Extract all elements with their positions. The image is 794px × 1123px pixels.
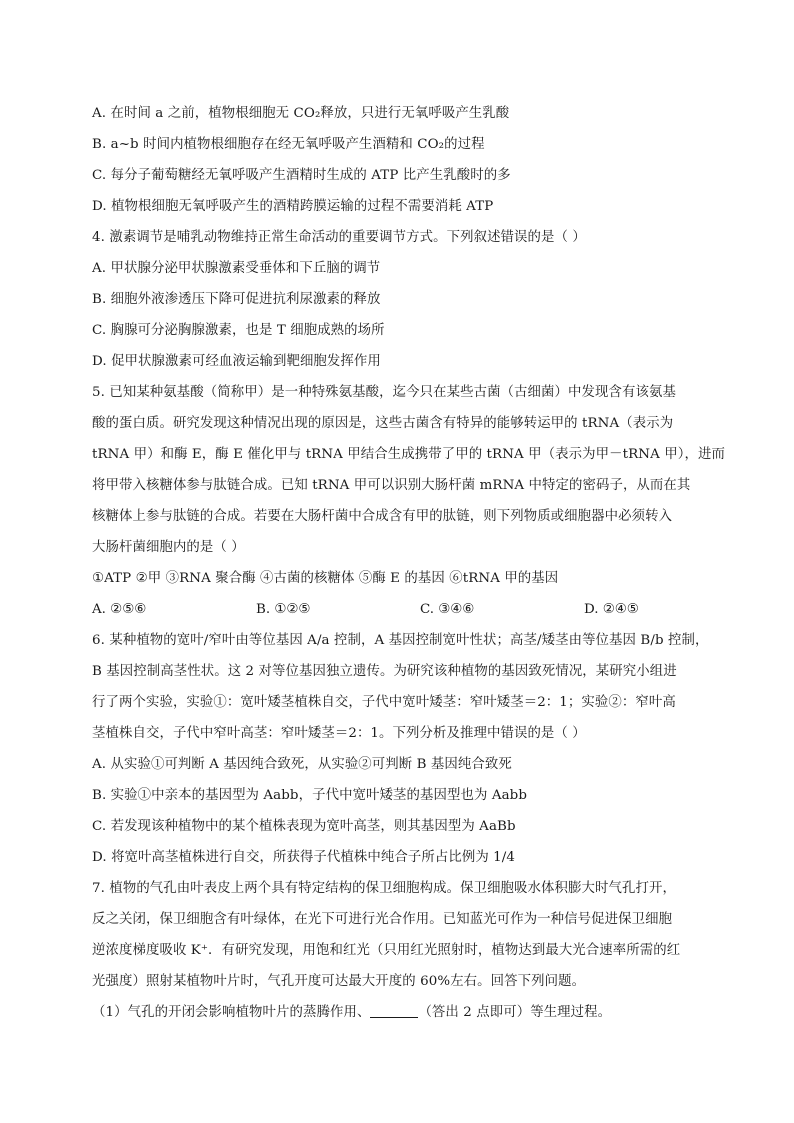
q5-option-d: D. ②④⑤ bbox=[584, 602, 639, 617]
q4-option-c: C. 胸腺可分泌胸腺激素，也是 T 细胞成熟的场所 bbox=[92, 323, 385, 338]
q4-option-b: B. 细胞外液渗透压下降可促进抗利尿激素的释放 bbox=[92, 292, 381, 307]
q5-option-a: A. ②⑤⑥ bbox=[92, 602, 147, 617]
q4-option-d: D. 促甲状腺激素可经血液运输到靶细胞发挥作用 bbox=[92, 354, 381, 369]
question-5 bbox=[92, 377, 725, 625]
q5-option-b: B. ①②⑤ bbox=[256, 602, 311, 617]
q7-stem-line: 逆浓度梯度吸收 K⁺．有研究发现，用饱和红光（只用红光照射时，植物达到最大光合速率所需的红 bbox=[92, 943, 681, 958]
q5-stem-line: 将甲带入核糖体参与肽链合成。已知 tRNA 甲可以识别大肠杆菌 mRNA 中特定的密码子，从而在其 bbox=[92, 478, 691, 493]
q7-stem-line: 反之关闭，保卫细胞含有叶绿体，在光下可进行光合作用。已知蓝光可作为一种信号促进保卫细胞 bbox=[92, 912, 673, 927]
q3-option-a: A. 在时间 a 之前，植物根细胞无 CO₂释放，只进行无氧呼吸产生乳酸 bbox=[92, 106, 510, 121]
q5-stem-line: 大肠杆菌细胞内的是（ ） bbox=[92, 540, 245, 555]
q6-stem-line: B 基因控制高茎性状。这 2 对等位基因独立遗传。为研究该种植物的基因致死情况，某研究小组进 bbox=[92, 664, 677, 679]
q6-option-c: C. 若发现该种植物中的某个植株表现为宽叶高茎，则其基因型为 AaBb bbox=[92, 819, 516, 834]
question-3-options bbox=[92, 98, 712, 222]
q5-stem-line: 5. 已知某种氨基酸（简称甲）是一种特殊氨基酸，迄今只在某些古菌（古细菌）中发现含有该氨基 bbox=[92, 385, 676, 400]
q6-option-d: D. 将宽叶高茎植株进行自交，所获得子代植株中纯合子所占比例为 1/4 bbox=[92, 850, 516, 865]
q3-option-c: C. 每分子葡萄糖经无氧呼吸产生酒精时生成的 ATP 比产生乳酸时的多 bbox=[92, 168, 511, 183]
question-4 bbox=[92, 222, 712, 377]
q5-stem-line: 酸的蛋白质。研究发现这种情况出现的原因是，这些古菌含有特异的能够转运甲的 tRNA（表示为 bbox=[92, 416, 674, 431]
q5-stem-line: tRNA 甲）和酶 E，酶 E 催化甲与 tRNA 甲结合生成携带了甲的 tRNA 甲（表示为甲－tRNA 甲），进而 bbox=[92, 447, 725, 462]
q7-sub1-text-before: （1）气孔的开闭会影响植物叶片的蒸腾作用、 bbox=[92, 1005, 371, 1020]
q7-stem-line: 7. 植物的气孔由叶表皮上两个具有特定结构的保卫细胞构成。保卫细胞吸水体积膨大时气孔打开， bbox=[92, 881, 676, 896]
q4-option-a: A. 甲状腺分泌甲状腺激素受垂体和下丘脑的调节 bbox=[92, 261, 381, 276]
q7-sub-question-1 bbox=[92, 997, 712, 1028]
q3-option-d: D. 植物根细胞无氧呼吸产生的酒精跨膜运输的过程不需要消耗 ATP bbox=[92, 199, 494, 214]
q6-stem-line: 茎植株自交，子代中窄叶高茎：窄叶矮茎＝2：1。下列分析及推理中错误的是（ ） bbox=[92, 726, 586, 741]
question-7 bbox=[92, 873, 712, 1028]
q7-stem-line: 光强度）照射某植物叶片时，气孔开度可达最大开度的 60%左右。回答下列问题。 bbox=[92, 974, 586, 989]
exam-page bbox=[92, 98, 725, 1028]
q5-option-c: C. ③④⑥ bbox=[420, 602, 475, 617]
q6-option-b: B. 实验①中亲本的基因型为 Aabb，子代中宽叶矮茎的基因型也为 Aabb bbox=[92, 788, 528, 803]
q5-items: ①ATP ②甲 ③RNA 聚合酶 ④古菌的核糖体 ⑤酶 E 的基因 ⑥tRNA 甲的基因 bbox=[92, 571, 559, 586]
q6-stem-line: 行了两个实验，实验①：宽叶矮茎植株自交，子代中宽叶矮茎：窄叶矮茎＝2：1；实验②：窄叶高 bbox=[92, 695, 676, 710]
q7-sub1-text-after: （答出 2 点即可）等生理过程。 bbox=[418, 1005, 612, 1020]
answer-blank[interactable] bbox=[370, 1003, 418, 1018]
q3-option-b: B. a~b 时间内植物根细胞存在经无氧呼吸产生酒精和 CO₂的过程 bbox=[92, 137, 485, 152]
q6-option-a: A. 从实验①可判断 A 基因纯合致死，从实验②可判断 B 基因纯合致死 bbox=[92, 757, 512, 772]
q6-stem-line: 6. 某种植物的宽叶/窄叶由等位基因 A/a 控制，A 基因控制宽叶性状；高茎/矮茎由等位基因 B/b 控制， bbox=[92, 633, 709, 648]
q5-stem-line: 核糖体上参与肽链的合成。若要在大肠杆菌中合成含有甲的肽链，则下列物质或细胞器中必须转入 bbox=[92, 509, 673, 524]
question-6 bbox=[92, 625, 712, 873]
q5-options bbox=[92, 594, 712, 625]
q4-stem: 4. 激素调节是哺乳动物维持正常生命活动的重要调节方式。下列叙述错误的是（ ） bbox=[92, 230, 586, 245]
